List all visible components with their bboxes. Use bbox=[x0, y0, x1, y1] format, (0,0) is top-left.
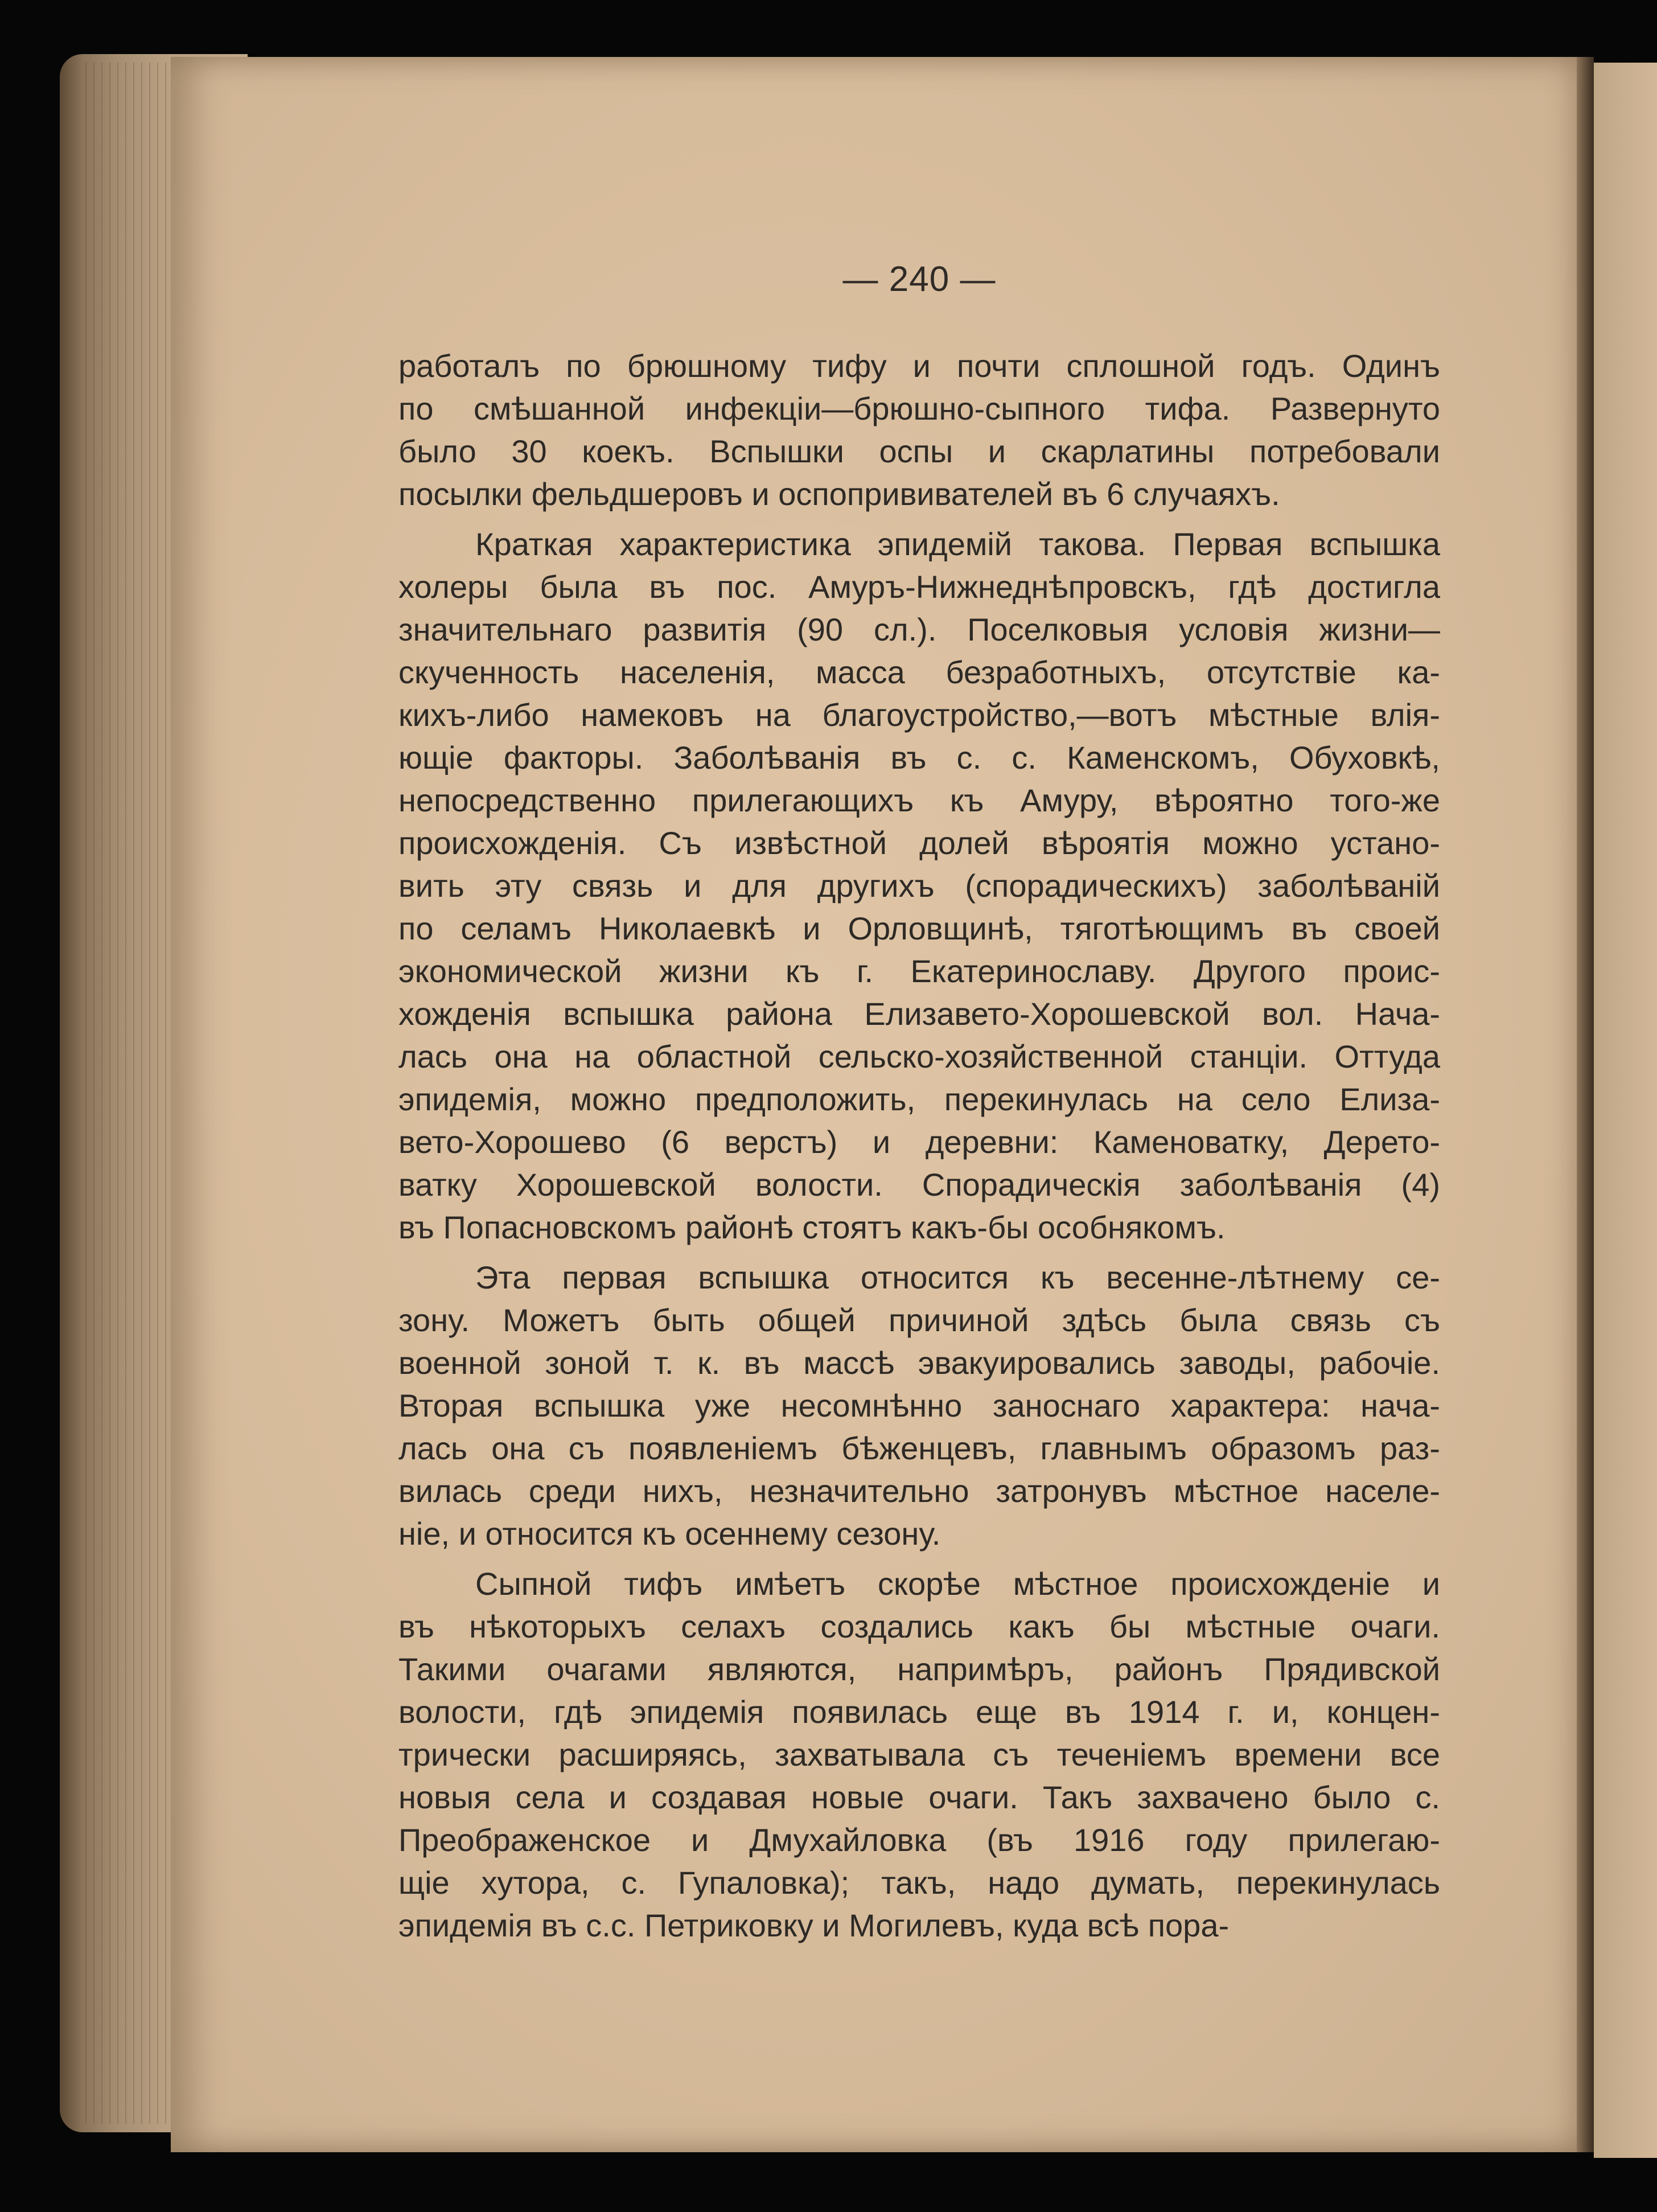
text-line: происхожденія. Съ извѣстной долей вѣроятія можно устано- bbox=[398, 825, 1440, 861]
text-line: Преображенское и Дмухайловка (въ 1916 году прилегаю- bbox=[398, 1822, 1440, 1858]
paragraph bbox=[398, 344, 1440, 515]
text-line: непосредственно прилегающихъ къ Амуру, вѣроятно того-же bbox=[398, 782, 1440, 818]
text-line: кихъ-либо намековъ на благоустройство,—вотъ мѣстные влія- bbox=[398, 697, 1440, 733]
text-line: Вторая вспышка уже несомнѣнно заноснаго характера: нача- bbox=[398, 1388, 1440, 1423]
text-line: лась она съ появленіемъ бѣженцевъ, главнымъ образомъ раз- bbox=[398, 1430, 1440, 1466]
text-line: посылки фельдшеровъ и оспопрививателей въ 6 случаяхъ. bbox=[398, 476, 1280, 512]
text-line: Такими очагами являются, напримѣръ, районъ Прядивской bbox=[398, 1651, 1440, 1687]
text-line: ватку Хорошевской волости. Спорадическія заболѣванія (4) bbox=[398, 1167, 1440, 1203]
text-line: вить эту связь и для другихъ (спорадическихъ) заболѣваній bbox=[398, 868, 1440, 904]
text-line: по смѣшанной инфекціи—брюшно-сыпного тифа. Развернуто bbox=[398, 391, 1440, 426]
text-line: вето-Хорошево (6 верстъ) и деревни: Каменоватку, Дерето- bbox=[398, 1124, 1440, 1160]
text-line: трически расширяясь, захватывала съ теченіемъ времени все bbox=[398, 1737, 1440, 1772]
text-line: въ Попасновскомъ районѣ стоятъ какъ-бы особнякомъ. bbox=[398, 1209, 1226, 1245]
paragraph bbox=[398, 523, 1440, 1249]
text-line: новыя села и создавая новые очаги. Такъ захвачено было с. bbox=[398, 1779, 1440, 1815]
text-line: по селамъ Николаевкѣ и Орловщинѣ, тяготѣющимъ въ своей bbox=[398, 910, 1440, 946]
paragraph bbox=[398, 1562, 1440, 1947]
text-line: зону. Можетъ быть общей причиной здѣсь была связь съ bbox=[398, 1302, 1440, 1338]
text-line: холеры была въ пос. Амуръ-Нижнеднѣпровскъ, гдѣ достигла bbox=[398, 569, 1440, 605]
body-text bbox=[398, 344, 1440, 1954]
text-line: вилась среди нихъ, незначительно затронувъ мѣстное населе- bbox=[398, 1473, 1440, 1509]
text-line: скученность населенія, масса безработныхъ, отсутствіе ка- bbox=[398, 654, 1440, 690]
text-line: эпидемія въ с.с. Петриковку и Могилевъ, куда всѣ пора- bbox=[398, 1907, 1230, 1943]
text-line: Эта первая вспышка относится къ весенне-лѣтнему се- bbox=[475, 1259, 1440, 1295]
text-line: эпидемія, можно предположить, перекинулась на село Елиза- bbox=[398, 1081, 1440, 1117]
text-line: хожденія вспышка района Елизавето-Хорошевской вол. Нача- bbox=[398, 996, 1440, 1032]
text-line: въ нѣкоторыхъ селахъ создались какъ бы мѣстные очаги. bbox=[398, 1608, 1440, 1644]
text-line: военной зоной т. к. въ массѣ эвакуировались заводы, рабочіе. bbox=[398, 1345, 1440, 1381]
text-line: Краткая характеристика эпидемій такова. Первая вспышка bbox=[475, 526, 1440, 562]
facing-page-edge bbox=[1594, 63, 1657, 2158]
text-line: щіе хутора, с. Гупаловка); такъ, надо думать, перекинулась bbox=[398, 1865, 1440, 1901]
text-line: волости, гдѣ эпидемія появилась еще въ 1914 г. и, концен- bbox=[398, 1694, 1440, 1730]
paragraph bbox=[398, 1256, 1440, 1555]
page-number: — 240 — bbox=[842, 260, 996, 299]
text-line: лась она на областной сельско-хозяйственной станціи. Оттуда bbox=[398, 1039, 1440, 1074]
text-line: значительнаго развитія (90 сл.). Поселковыя условія жизни— bbox=[398, 612, 1440, 647]
text-line: экономической жизни къ г. Екатеринославу. Другого проис- bbox=[398, 953, 1440, 989]
text-line: работалъ по брюшному тифу и почти сплошной годъ. Одинъ bbox=[398, 348, 1440, 384]
text-line: Сыпной тифъ имѣетъ скорѣе мѣстное происхожденіе и bbox=[475, 1566, 1440, 1602]
text-line: было 30 коекъ. Вспышки оспы и скарлатины потребовали bbox=[398, 433, 1440, 469]
text-line: ніе, и относится къ осеннему сезону. bbox=[398, 1516, 941, 1552]
book-gutter bbox=[1577, 57, 1594, 2152]
text-line: ющіе факторы. Заболѣванія въ с. с. Каменскомъ, Обуховкѣ, bbox=[398, 740, 1440, 775]
